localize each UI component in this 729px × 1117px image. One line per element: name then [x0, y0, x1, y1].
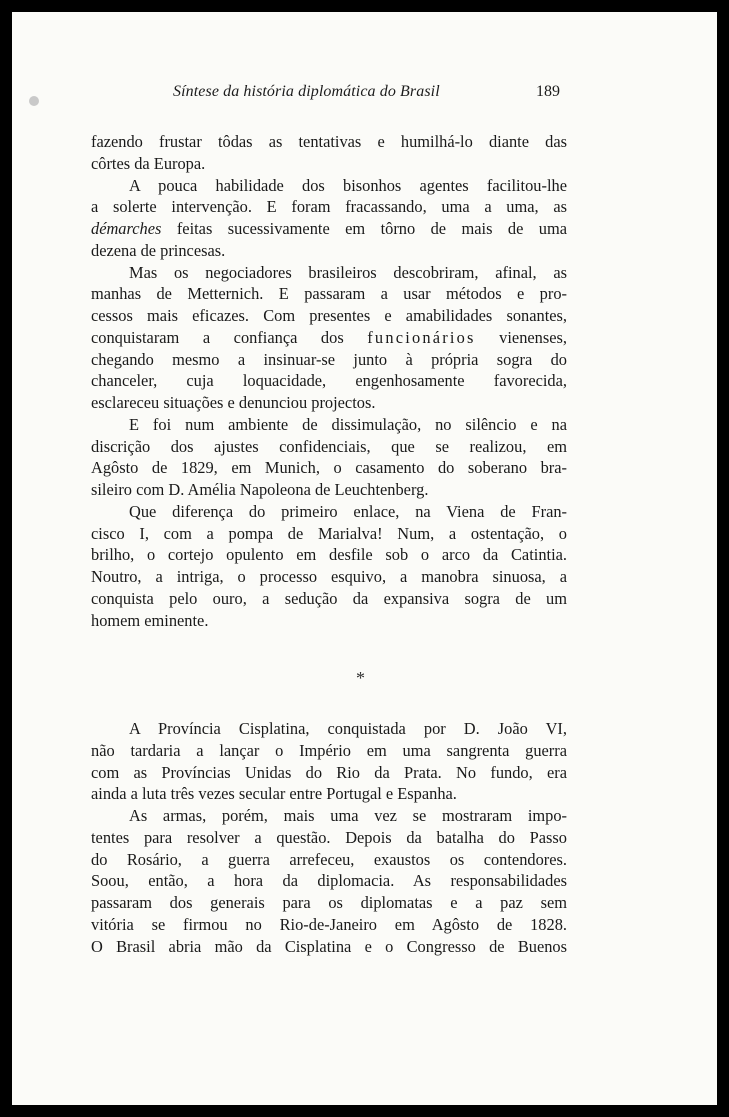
text-line: dezena de princesas.: [91, 240, 226, 260]
text-line: O Brasil abria mão da Cisplatina e o Congresso de Buenos: [91, 936, 567, 956]
text-fragment: feitas sucessivamente em tôrno de mais de uma: [176, 219, 567, 238]
text-line: A Província Cisplatina, conquistada por D. João VI,: [129, 719, 567, 738]
text-line: chanceler, cuja loquacidade, engenhosamente favorecida,: [91, 371, 567, 391]
text-line: [91, 327, 567, 349]
text-line: com as Províncias Unidas do Rio da Prata. No fundo, era: [91, 762, 567, 782]
text-line: passaram dos generais para os diplomatas e a paz sem: [91, 893, 567, 912]
text-line: vitória se firmou no Rio-de-Janeiro em Agôsto de 1828.: [91, 914, 567, 934]
text-line: E foi num ambiente de dissimulação, no silêncio e na: [129, 414, 567, 434]
text-line: A pouca habilidade dos bisonhos agentes facilitou-lhe: [129, 175, 567, 195]
text-line: Mas os negociadores brasileiros descobriram, afinal, as: [129, 262, 567, 282]
section-separator: [12, 668, 717, 689]
text-line: esclareceu situações e denunciou projectos.: [91, 393, 376, 412]
text-line: homem eminente.: [91, 610, 209, 630]
text-line: tentes para resolver a questão. Depois da batalha do Passo: [91, 827, 567, 847]
text-line: cessos mais eficazes. Com presentes e amabilidades sonantes,: [91, 306, 567, 325]
italic-term: démarches: [91, 219, 162, 238]
running-title: Síntese da história diplomática do Brasil: [173, 83, 440, 100]
body-text-section-2: [91, 718, 567, 957]
page-number: 189: [536, 83, 560, 100]
text-line: Noutro, a intriga, o processo esquivo, a manobra sinuosa, a: [91, 567, 567, 586]
paragraph: [91, 175, 567, 262]
text-line: ainda a luta três vezes secular entre Portugal e Espanha.: [91, 784, 457, 804]
asterisk-separator: *: [356, 668, 365, 688]
text-line: brilho, o cortejo opulento em desfile sob o arco da Catintia.: [91, 545, 567, 565]
text-line: fazendo frustar tôdas as tentativas e humilhá-lo diante das: [91, 132, 567, 151]
text-line: côrtes da Europa.: [91, 153, 206, 173]
paragraph: [91, 414, 567, 501]
text-line: manhas de Metternich. E passaram a usar métodos e pro-: [91, 284, 567, 304]
paragraph: [91, 262, 567, 414]
text-line: Soou, então, a hora da diplomacia. As responsabilidades: [91, 871, 567, 891]
text-line: cisco I, com a pompa de Marialva! Num, a ostentação, o: [91, 523, 567, 543]
text-line: chegando mesmo a insinuar-se junto à própria sogra do: [91, 349, 567, 369]
text-fragment: vienenses,: [499, 327, 567, 347]
text-line: a solerte intervenção. E foram fracassando, uma a uma, as: [91, 197, 567, 217]
text-line: Que diferença do primeiro enlace, na Viena de Fran-: [129, 501, 567, 521]
paragraph: [91, 718, 567, 805]
text-fragment: conquistaram a confiança dos: [91, 327, 344, 347]
running-header: [12, 83, 717, 107]
spaced-term: funcionários: [367, 327, 476, 347]
text-line: sileiro com D. Amélia Napoleona de Leuchtenberg.: [91, 480, 429, 499]
paragraph: [91, 501, 567, 632]
text-line: As armas, porém, mais uma vez se mostraram impo-: [129, 806, 567, 825]
text-line: discrição dos ajustes confidenciais, que se realizou, em: [91, 436, 567, 456]
paragraph: [91, 805, 567, 957]
text-line: [91, 218, 567, 240]
text-line: não tardaria a lançar o Império em uma sangrenta guerra: [91, 740, 567, 760]
book-page: [12, 12, 717, 1105]
paragraph: [91, 131, 567, 175]
text-line: do Rosário, a guerra arrefeceu, exaustos os contendores.: [91, 849, 567, 869]
text-line: Agôsto de 1829, em Munich, o casamento do soberano bra-: [91, 458, 567, 478]
body-text: [91, 131, 567, 631]
text-line: conquista pelo ouro, a sedução da expansiva sogra de um: [91, 588, 567, 608]
